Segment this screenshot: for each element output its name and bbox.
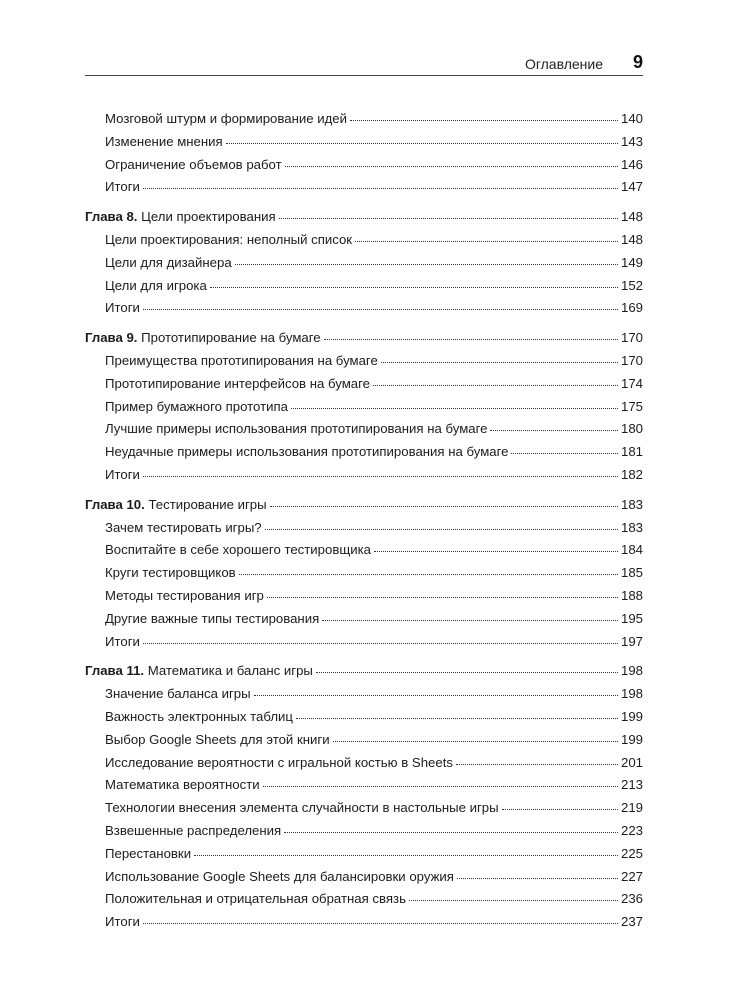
dot-leader (456, 754, 618, 765)
dot-leader (143, 466, 618, 477)
section-page-number: 169 (620, 300, 643, 316)
dot-leader (381, 352, 618, 363)
section-page-number: 148 (620, 231, 643, 247)
section-page-number: 195 (620, 610, 643, 626)
section-title: Круги тестировщиков (105, 565, 236, 581)
section-page-number: 149 (620, 254, 643, 270)
section-page-number: 198 (620, 686, 643, 702)
dot-leader (409, 890, 618, 901)
header-title: Оглавление (524, 56, 603, 72)
dot-leader (143, 299, 618, 310)
toc-section-entry[interactable] (85, 776, 643, 799)
dot-leader (143, 633, 618, 644)
chapter-prefix: Глава 9. (85, 330, 138, 346)
chapter-label (85, 496, 267, 514)
dot-leader (210, 277, 618, 288)
dot-leader (270, 496, 618, 507)
toc-section-entry[interactable] (85, 754, 643, 777)
section-page-number: 188 (620, 587, 643, 603)
toc-chapter-entry[interactable] (85, 329, 643, 352)
section-title: Использование Google Sheets для балансировки оружия (105, 868, 454, 884)
chapter-title: Прототипирование на бумаге (137, 330, 321, 346)
group-spacer (85, 489, 643, 496)
toc-section-entry[interactable] (85, 731, 643, 754)
section-title: Зачем тестировать игры? (105, 519, 262, 535)
dot-leader (279, 208, 618, 219)
section-page-number: 180 (620, 421, 643, 437)
section-page-number: 174 (620, 375, 643, 391)
dot-leader (254, 685, 618, 696)
toc-section-entry[interactable] (85, 443, 643, 466)
toc-section-entry[interactable] (85, 352, 643, 375)
table-of-contents (85, 110, 643, 936)
section-page-number: 183 (620, 519, 643, 535)
toc-section-entry[interactable] (85, 466, 643, 489)
section-title: Цели для игрока (105, 277, 207, 293)
toc-section-entry[interactable] (85, 633, 643, 656)
chapter-page-number: 148 (620, 209, 643, 225)
chapter-prefix: Глава 11. (85, 663, 145, 679)
dot-leader (235, 254, 618, 265)
section-title: Преимущества прототипирования на бумаге (105, 352, 378, 368)
section-title: Лучшие примеры использования прототипирования на бумаге (105, 421, 488, 437)
section-title: Цели для дизайнера (105, 254, 232, 270)
dot-leader (324, 329, 618, 340)
toc-section-entry[interactable] (85, 708, 643, 731)
toc-section-entry[interactable] (85, 799, 643, 822)
section-page-number: 185 (620, 565, 643, 581)
dot-leader (265, 519, 618, 530)
toc-chapter-entry[interactable] (85, 496, 643, 519)
section-title: Ограничение объемов работ (105, 156, 282, 172)
dot-leader (239, 564, 618, 575)
toc-section-entry[interactable] (85, 178, 643, 201)
toc-section-entry[interactable] (85, 375, 643, 398)
group-spacer (85, 201, 643, 208)
section-title: Важность электронных таблиц (105, 708, 293, 724)
section-page-number: 170 (620, 352, 643, 368)
dot-leader (267, 587, 618, 598)
dot-leader (511, 443, 618, 454)
section-page-number: 213 (620, 777, 643, 793)
section-page-number: 181 (620, 444, 643, 460)
dot-leader (226, 133, 618, 144)
chapter-label (85, 208, 276, 226)
dot-leader (316, 662, 618, 673)
chapter-prefix: Глава 8. (85, 209, 138, 225)
section-page-number: 237 (620, 914, 643, 930)
dot-leader (284, 822, 618, 833)
section-page-number: 227 (620, 868, 643, 884)
chapter-prefix: Глава 10. (85, 496, 145, 512)
chapter-page-number: 183 (620, 496, 643, 512)
section-title: Математика вероятности (105, 777, 260, 793)
running-header (85, 52, 643, 74)
toc-section-entry[interactable] (85, 398, 643, 421)
toc-section-entry[interactable] (85, 913, 643, 936)
section-page-number: 146 (620, 156, 643, 172)
section-title: Исследование вероятности с игральной костью в Sheets (105, 754, 453, 770)
section-title: Другие важные типы тестирования (105, 610, 320, 626)
toc-section-entry[interactable] (85, 254, 643, 277)
group-spacer (85, 322, 643, 329)
section-page-number: 152 (620, 277, 643, 293)
section-title: Методы тестирования игр (105, 587, 264, 603)
header-rule (85, 75, 643, 76)
dot-leader (143, 913, 618, 924)
chapter-title: Тестирование игры (144, 496, 267, 512)
toc-section-entry[interactable] (85, 420, 643, 443)
dot-leader (322, 610, 618, 621)
section-title: Технологии внесения элемента случайности в настольные игры (105, 800, 499, 816)
toc-section-entry[interactable] (85, 133, 643, 156)
toc-section-entry[interactable] (85, 277, 643, 300)
section-title: Цели проектирования: неполный список (105, 231, 353, 247)
group-spacer (85, 655, 643, 662)
section-title: Итоги (105, 300, 140, 316)
section-title: Итоги (105, 914, 140, 930)
toc-section-entry[interactable] (85, 299, 643, 322)
dot-leader (355, 231, 618, 242)
section-title: Взвешенные распределения (105, 822, 282, 838)
dot-leader (350, 110, 618, 121)
section-page-number: 197 (620, 633, 643, 649)
section-page-number: 143 (620, 133, 643, 149)
toc-section-entry[interactable] (85, 519, 643, 542)
chapter-page-number: 198 (620, 663, 643, 679)
toc-section-entry[interactable] (85, 156, 643, 179)
section-title: Перестановки (105, 845, 192, 861)
section-title: Воспитайте в себе хорошего тестировщика (105, 542, 371, 558)
toc-section-entry[interactable] (85, 868, 643, 891)
toc-section-entry[interactable] (85, 822, 643, 845)
section-title: Итоги (105, 179, 140, 195)
toc-section-entry[interactable] (85, 845, 643, 868)
dot-leader (143, 178, 618, 189)
dot-leader (502, 799, 618, 810)
section-title: Мозговой штурм и формирование идей (105, 111, 347, 126)
toc-section-entry[interactable] (85, 541, 643, 564)
section-page-number: 184 (620, 542, 643, 558)
chapter-label (85, 329, 321, 347)
dot-leader (490, 420, 618, 431)
dot-leader (374, 541, 618, 552)
section-page-number: 199 (620, 708, 643, 724)
section-title: Итоги (105, 633, 140, 649)
section-title: Выбор Google Sheets для этой книги (105, 731, 330, 747)
section-page-number: 199 (620, 731, 643, 747)
dot-leader (457, 868, 618, 879)
section-title: Положительная и отрицательная обратная связь (105, 891, 406, 907)
section-title: Пример бумажного прототипа (105, 398, 288, 414)
section-title: Прототипирование интерфейсов на бумаге (105, 375, 370, 391)
toc-section-entry[interactable] (85, 564, 643, 587)
dot-leader (296, 708, 618, 719)
dot-leader (285, 156, 618, 167)
section-page-number: 219 (620, 800, 643, 816)
toc-section-entry[interactable] (85, 587, 643, 610)
dot-leader (291, 398, 618, 409)
chapter-title: Цели проектирования (137, 209, 276, 225)
section-title: Итоги (105, 466, 140, 482)
section-title: Изменение мнения (105, 133, 223, 149)
toc-section-entry[interactable] (85, 685, 643, 708)
toc-section-entry[interactable] (85, 231, 643, 254)
toc-section-entry[interactable] (85, 610, 643, 633)
dot-leader (263, 776, 618, 787)
section-title: Значение баланса игры (105, 686, 251, 702)
chapter-label (85, 662, 313, 680)
section-page-number: 236 (620, 891, 643, 907)
toc-section-entry[interactable] (85, 890, 643, 913)
toc-chapter-entry[interactable] (85, 208, 643, 231)
section-page-number: 182 (620, 466, 643, 482)
toc-chapter-entry[interactable] (85, 662, 643, 685)
section-page-number: 223 (620, 822, 643, 838)
dot-leader (373, 375, 618, 386)
section-page-number: 225 (620, 845, 643, 861)
section-page-number: 147 (620, 179, 643, 195)
header-page-number: 9 (632, 52, 643, 72)
chapter-title: Математика и баланс игры (144, 663, 313, 679)
section-page-number: 175 (620, 398, 643, 414)
dot-leader (333, 731, 618, 742)
chapter-page-number: 170 (620, 330, 643, 346)
toc-section-entry[interactable] (85, 110, 643, 133)
section-page-number: 201 (620, 754, 643, 770)
section-title: Неудачные примеры использования прототипирования на бумаге (105, 444, 509, 460)
section-page-number: 140 (620, 111, 643, 126)
dot-leader (194, 845, 618, 856)
